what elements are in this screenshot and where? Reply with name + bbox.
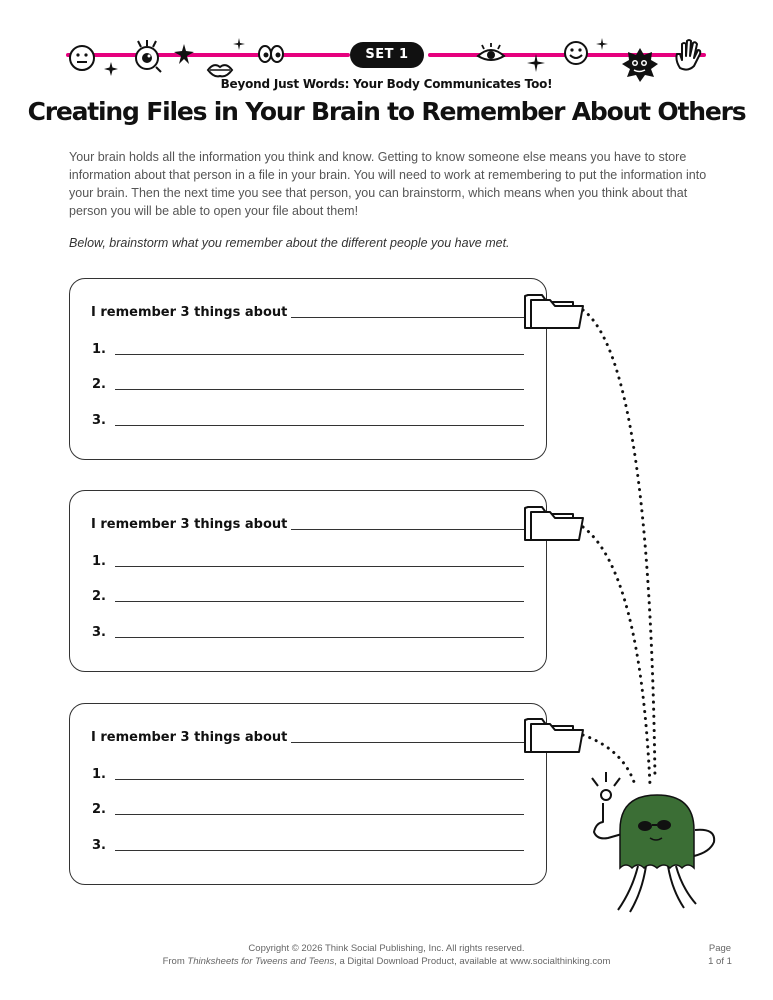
answer-blank[interactable] (115, 850, 524, 851)
item-number: 3. (92, 838, 106, 853)
card-prompt-row (91, 305, 537, 320)
waving-hand-icon (672, 38, 704, 72)
answer-blank[interactable] (115, 566, 524, 567)
green-character-illustration (592, 772, 714, 912)
star-burst-icon (174, 44, 194, 64)
answer-blank[interactable] (115, 779, 524, 780)
happy-face-icon (563, 40, 589, 66)
source-prefix: From (162, 956, 188, 967)
footer-credits (0, 942, 773, 968)
dotted-trail-1 (583, 310, 655, 780)
answer-row (92, 413, 524, 428)
page-count: 1 of 1 (708, 956, 732, 967)
answer-blank[interactable] (115, 814, 524, 815)
book-title: Thinksheets for Tweens and Teens (187, 956, 335, 967)
answer-row (92, 589, 524, 604)
eye-with-lashes-icon (476, 42, 506, 66)
source-line (0, 955, 773, 968)
answer-blank[interactable] (115, 637, 524, 638)
card-prompt: I remember 3 things about (91, 517, 288, 532)
item-number: 1. (92, 767, 106, 782)
header-rule-left (66, 53, 350, 57)
dotted-trail-3 (583, 735, 636, 788)
answer-blank[interactable] (115, 354, 524, 355)
name-blank[interactable] (291, 529, 537, 530)
item-number: 3. (92, 625, 106, 640)
card-prompt-row (91, 517, 537, 532)
eyes-icon (258, 44, 284, 64)
answer-row (92, 625, 524, 640)
card-prompt-row (91, 730, 537, 745)
answer-row (92, 342, 524, 357)
answer-row (92, 767, 524, 782)
item-number: 2. (92, 802, 106, 817)
answer-blank[interactable] (115, 389, 524, 390)
set-badge: SET 1 (350, 42, 424, 68)
memory-card-3 (69, 703, 547, 885)
sparkle-right-icon (527, 54, 545, 72)
item-number: 3. (92, 413, 106, 428)
name-blank[interactable] (291, 742, 537, 743)
sparkle-small-icon (233, 38, 245, 50)
page-indicator (700, 942, 740, 968)
instruction-text: Below, brainstorm what you remember about the different people you have met. (69, 236, 510, 250)
name-blank[interactable] (291, 317, 537, 318)
sparkle-icon (104, 62, 118, 76)
eyeball-icon (128, 38, 166, 76)
card-prompt: I remember 3 things about (91, 305, 288, 320)
answer-row (92, 838, 524, 853)
memory-card-1 (69, 278, 547, 460)
intro-paragraph: Your brain holds all the information you think and know. Getting to know someone else means you have to store information about that person in a file in your brain. You will need to work at remembering to put the information into your brain. Then the next time you see that person, you can brainstorm, which means when you think about that person you will be able to open your file about them! (69, 150, 707, 218)
worksheet-title: Creating Files in Your Brain to Remember About Others (27, 97, 746, 126)
worksheet-subtitle: Beyond Just Words: Your Body Communicates Too! (220, 77, 553, 91)
page-label: Page (708, 943, 732, 954)
dotted-trail-2 (583, 527, 650, 785)
answer-row (92, 802, 524, 817)
answer-row (92, 554, 524, 569)
source-suffix: , a Digital Download Product, available at www.socialthinking.com (334, 956, 611, 967)
item-number: 1. (92, 554, 106, 569)
smiley-face-icon (68, 44, 96, 72)
card-prompt: I remember 3 things about (91, 730, 288, 745)
answer-row (92, 377, 524, 392)
answer-blank[interactable] (115, 601, 524, 602)
answer-blank[interactable] (115, 425, 524, 426)
item-number: 2. (92, 377, 106, 392)
memory-card-2 (69, 490, 547, 672)
item-number: 2. (92, 589, 106, 604)
item-number: 1. (92, 342, 106, 357)
sparkle-tiny-icon (596, 38, 608, 50)
copyright-text: Copyright © 2026 Think Social Publishing, Inc. All rights reserved. (248, 943, 525, 954)
